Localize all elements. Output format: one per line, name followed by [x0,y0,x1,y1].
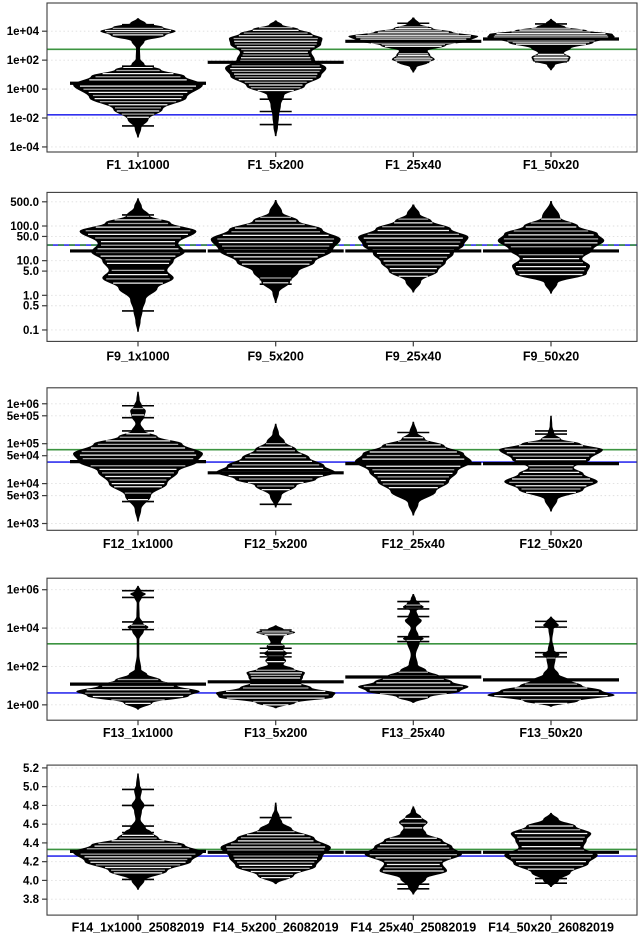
x-category-label: F14_5x200_26082019 [212,920,339,935]
violin-stripes [494,28,608,61]
y-tick-label: 1e+03 [6,518,39,531]
panel-F13 [7,578,637,740]
violin-stripes [504,219,598,274]
x-category-label: F12_5x200 [244,536,308,551]
x-category-label: F9_50x20 [522,349,580,364]
y-tick-label: 0.5 [23,300,39,313]
violin-F13_1x1000 [76,586,200,710]
x-category-label: F13_25x40 [381,726,445,741]
y-tick-label: 1.0 [23,290,39,303]
x-category-label: F1_25x40 [385,158,442,172]
x-category-label: F1_1x1000 [106,158,170,172]
x-category-label: F14_1x1000_25082019 [71,920,205,935]
y-tick-label: 10.0 [16,255,39,268]
y-tick-label: 3.8 [23,894,39,907]
violin-F12_25x40 [355,422,472,516]
x-category-label: F13_5x200 [244,726,308,741]
x-category-label: F14_50x20_26082019 [488,920,614,935]
panel-F12 [7,388,637,551]
x-category-label: F9_5x200 [247,349,304,364]
violin-F1_1x1000 [73,18,203,137]
panel-F9 [10,192,637,363]
y-tick-label: 4.8 [23,800,39,813]
violin-F9_25x40 [358,205,469,293]
x-category-label: F12_25x40 [381,536,445,551]
x-category-label: F9_1x1000 [106,349,170,364]
y-tick-label: 5.0 [23,266,39,279]
y-tick-label: 5e+05 [6,410,39,423]
y-tick-label: 4.6 [23,819,39,832]
y-tick-label: 5.0 [23,781,39,794]
y-tick-label: 4.4 [23,837,39,850]
y-tick-label: 500.0 [10,196,39,209]
violin-stripes [356,27,471,62]
violin-F1_5x200 [225,20,326,136]
y-tick-label: 4.2 [23,856,39,869]
x-category-label: F14_25x40_25082019 [350,920,477,935]
y-tick-label: 1e+00 [6,84,39,97]
panel-F14 [23,763,637,935]
y-tick-label: 1e+06 [6,584,39,597]
x-category-label: F13_1x1000 [102,726,174,741]
y-tick-label: 5e+03 [6,490,39,503]
x-category-label: F12_1x1000 [102,536,174,551]
y-tick-label: 1e+06 [6,398,39,411]
y-tick-label: 5e+04 [6,450,39,463]
y-tick-label: 1e-02 [9,113,39,126]
y-tick-label: 0.1 [23,324,39,337]
y-tick-label: 5.2 [23,762,39,775]
y-tick-label: 1e+04 [6,623,39,636]
violin-F12_5x200 [216,424,336,508]
y-tick-label: 1e-04 [9,141,39,154]
x-category-label: F1_5x200 [247,158,304,172]
y-tick-label: 1e+05 [6,438,39,451]
violin-F14_25x40_25082019 [365,806,463,894]
y-tick-label: 1e+04 [6,26,39,39]
violin-F13_50x20 [487,617,614,707]
y-tick-label: 1e+04 [6,478,39,491]
y-tick-label: 100.0 [10,221,39,234]
y-tick-label: 4.0 [23,875,39,888]
y-tick-label: 1e+02 [6,661,39,674]
y-tick-label: 1e+00 [6,699,39,712]
violin-F13_5x200 [216,625,336,708]
violin-stripes [80,835,196,873]
x-category-label: F13_50x20 [519,726,583,741]
y-tick-label: 50.0 [16,231,39,244]
x-category-label: F9_25x40 [385,349,442,364]
x-category-label: F1_50x20 [522,158,580,172]
panel-F1 [7,3,637,172]
x-category-label: F12_50x20 [519,536,583,551]
y-tick-label: 1e+02 [6,55,39,68]
